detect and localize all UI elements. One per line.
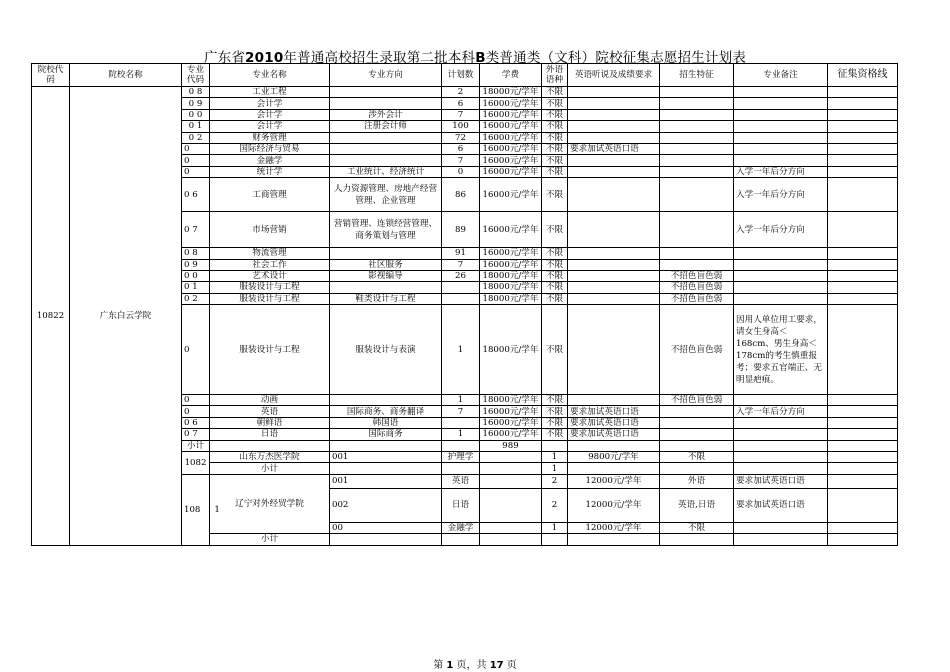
table-cell: 18000元/学年 <box>480 87 542 98</box>
table-cell: 16000元/学年 <box>480 259 542 270</box>
table-cell: 不限 <box>542 282 568 293</box>
table-cell <box>660 98 734 109</box>
table-cell: 涉外会计 <box>330 109 442 120</box>
table-cell: 16000元/学年 <box>480 178 542 212</box>
table-cell <box>660 87 734 98</box>
header-english-req: 英语听说及成绩要求 <box>568 64 660 87</box>
school-code: 1082 <box>182 452 210 475</box>
table-cell: 物流管理 <box>210 248 330 259</box>
table-cell <box>330 534 442 545</box>
table-cell: 社区服务 <box>330 259 442 270</box>
table-cell: 12000元/学年 <box>568 522 660 533</box>
page-total: 17 <box>489 660 504 671</box>
table-cell <box>330 440 442 451</box>
table-cell <box>660 109 734 120</box>
table-cell <box>734 270 828 281</box>
table-cell: 16000元/学年 <box>480 429 542 440</box>
header-major-code: 专业代码 <box>182 64 210 87</box>
page-number: 1 <box>446 660 454 671</box>
table-row <box>32 87 898 98</box>
table-cell <box>442 463 480 474</box>
table-cell <box>828 474 898 488</box>
table-cell <box>828 248 898 259</box>
table-cell: 不限 <box>542 109 568 120</box>
table-cell <box>734 463 828 474</box>
table-cell <box>568 534 660 545</box>
table-cell <box>828 463 898 474</box>
table-cell <box>660 121 734 132</box>
table-cell <box>734 282 828 293</box>
table-cell: 18000元/学年 <box>480 270 542 281</box>
table-cell <box>828 429 898 440</box>
table-cell <box>660 143 734 154</box>
table-cell <box>660 166 734 177</box>
table-cell <box>660 429 734 440</box>
table-cell: 不招色盲色弱 <box>660 293 734 304</box>
table-cell: 不限 <box>542 87 568 98</box>
table-cell <box>480 534 542 545</box>
table-cell <box>480 463 542 474</box>
table-cell <box>660 178 734 212</box>
table-cell: 社会工作 <box>210 259 330 270</box>
header-major-name: 专业名称 <box>210 64 330 87</box>
table-cell <box>330 98 442 109</box>
table-cell: 0 8 <box>182 248 210 259</box>
table-cell <box>828 282 898 293</box>
table-cell: 英语 <box>210 406 330 417</box>
table-cell <box>828 270 898 281</box>
table-cell <box>734 98 828 109</box>
table-cell <box>660 132 734 143</box>
table-cell <box>330 132 442 143</box>
table-cell: 要求加试英语口语 <box>568 143 660 154</box>
table-cell: 要求加试英语口语 <box>568 417 660 428</box>
table-cell: 不限 <box>542 212 568 248</box>
table-cell: 16000元/学年 <box>480 109 542 120</box>
table-cell: 会计学 <box>210 98 330 109</box>
table-cell: 16000元/学年 <box>480 417 542 428</box>
table-cell: 入学一年后分方向 <box>734 178 828 212</box>
table-cell: 0 <box>182 143 210 154</box>
table-cell <box>568 98 660 109</box>
table-cell <box>330 248 442 259</box>
table-cell: 0 7 <box>182 212 210 248</box>
table-cell: 002 <box>330 488 442 522</box>
table-cell <box>568 395 660 406</box>
table-cell <box>828 305 898 395</box>
table-cell: 12000元/学年 <box>568 488 660 522</box>
table-cell <box>734 395 828 406</box>
table-cell <box>828 121 898 132</box>
table-cell <box>734 534 828 545</box>
school-code: 108 1 <box>182 474 210 545</box>
table-cell: 0 <box>442 166 480 177</box>
table-cell <box>734 417 828 428</box>
table-cell: 工业工程 <box>210 87 330 98</box>
table-cell <box>660 440 734 451</box>
table-cell: 影视编导 <box>330 270 442 281</box>
table-cell: 不限 <box>542 270 568 281</box>
table-cell <box>568 178 660 212</box>
table-cell <box>442 440 480 451</box>
header-note: 专业备注 <box>734 64 828 87</box>
title-text: 类普通类（文科）院校征集志愿招生计划表 <box>485 50 747 66</box>
table-cell <box>660 155 734 166</box>
table-cell: 国际经济与贸易 <box>210 143 330 154</box>
table-cell: 0 7 <box>182 429 210 440</box>
table-cell: 护理学 <box>442 452 480 463</box>
table-cell <box>734 155 828 166</box>
table-cell: 0 2 <box>182 132 210 143</box>
table-cell <box>734 87 828 98</box>
table-cell: 日语 <box>442 488 480 522</box>
table-cell: 0 1 <box>182 282 210 293</box>
table-cell: 服装设计与表演 <box>330 305 442 395</box>
table-cell <box>330 282 442 293</box>
table-cell: 00 <box>330 522 442 533</box>
table-cell: 要求加试英语口语 <box>734 488 828 522</box>
table-cell <box>734 248 828 259</box>
table-cell <box>542 534 568 545</box>
table-cell <box>734 293 828 304</box>
table-cell: 18000元/学年 <box>480 305 542 395</box>
table-cell: 要求加试英语口语 <box>568 406 660 417</box>
table-cell: 人力资源管理、房地产经营管理、企业管理 <box>330 178 442 212</box>
table-cell <box>828 406 898 417</box>
table-cell: 不限 <box>542 166 568 177</box>
table-cell: 要求加试英语口语 <box>568 429 660 440</box>
table-cell: 金融学 <box>442 522 480 533</box>
table-cell: 6 <box>442 98 480 109</box>
table-cell <box>660 259 734 270</box>
table-cell <box>330 143 442 154</box>
table-cell <box>568 305 660 395</box>
table-cell: 韩国语 <box>330 417 442 428</box>
title-category: B <box>475 50 486 66</box>
table-cell <box>828 87 898 98</box>
table-cell <box>828 143 898 154</box>
table-cell: 16000元/学年 <box>480 212 542 248</box>
table-cell <box>660 417 734 428</box>
table-cell: 市场营销 <box>210 212 330 248</box>
title-text: 广东省 <box>203 50 246 66</box>
table-cell: 不限 <box>542 417 568 428</box>
table-cell: 不招色盲色弱 <box>660 305 734 395</box>
table-cell <box>828 440 898 451</box>
table-cell: 0 6 <box>182 178 210 212</box>
table-cell: 鞋类设计与工程 <box>330 293 442 304</box>
table-cell: 1 <box>442 305 480 395</box>
table-cell: 0 6 <box>182 417 210 428</box>
table-cell: 001 <box>330 474 442 488</box>
school-name: 山东万杰医学院 <box>210 452 330 463</box>
table-cell: 不限 <box>542 121 568 132</box>
table-cell: 不限 <box>542 248 568 259</box>
table-cell: 7 <box>442 259 480 270</box>
table-cell: 1 <box>442 395 480 406</box>
table-cell: 因用人单位用工要求，请女生身高＜168cm、男生身高＜178cm的考生慎重报考；要求五官端正、无明显疤痕。 <box>734 305 828 395</box>
table-cell: 0 <box>182 395 210 406</box>
table-cell <box>828 98 898 109</box>
table-cell: 16000元/学年 <box>480 155 542 166</box>
table-cell: 会计学 <box>210 109 330 120</box>
table-cell: 2 <box>542 488 568 522</box>
table-cell: 入学一年后分方向 <box>734 166 828 177</box>
subtotal-label: 小计 <box>210 463 330 474</box>
table-cell <box>828 488 898 522</box>
table-cell: 0 2 <box>182 293 210 304</box>
table-cell <box>828 166 898 177</box>
table-cell: 91 <box>442 248 480 259</box>
table-cell: 国际商务 <box>330 429 442 440</box>
table-cell <box>210 440 330 451</box>
table-cell: 工商管理 <box>210 178 330 212</box>
table-cell: 72 <box>442 132 480 143</box>
table-cell <box>330 463 442 474</box>
table-cell: 0 0 <box>182 109 210 120</box>
table-cell: 7 <box>442 109 480 120</box>
table-cell <box>568 121 660 132</box>
table-cell: 0 <box>182 406 210 417</box>
header-school-name: 院校名称 <box>70 64 182 87</box>
table-cell: 16000元/学年 <box>480 248 542 259</box>
table-cell: 财务管理 <box>210 132 330 143</box>
table-cell <box>734 429 828 440</box>
table-cell <box>480 474 542 488</box>
table-cell <box>442 282 480 293</box>
table-cell <box>480 522 542 533</box>
table-cell <box>442 417 480 428</box>
title-year: 2010 <box>245 50 284 66</box>
table-cell: 6 <box>442 143 480 154</box>
table-cell <box>828 395 898 406</box>
table-cell: 国际商务、商务翻译 <box>330 406 442 417</box>
table-cell: 16000元/学年 <box>480 143 542 154</box>
subtotal-value: 1 <box>542 463 568 474</box>
table-cell <box>734 259 828 270</box>
subtotal-label: 小计 <box>182 440 210 451</box>
table-cell: 入学一年后分方向 <box>734 406 828 417</box>
table-cell: 英语,日语 <box>660 488 734 522</box>
table-cell: 注册会计师 <box>330 121 442 132</box>
table-cell <box>828 534 898 545</box>
table-cell: 要求加试英语口语 <box>734 474 828 488</box>
table-cell: 不限 <box>660 452 734 463</box>
table-cell <box>828 452 898 463</box>
table-cell <box>568 248 660 259</box>
table-cell <box>660 534 734 545</box>
table-cell: 0 0 <box>182 270 210 281</box>
table-cell <box>568 212 660 248</box>
header-plan: 计划数 <box>442 64 480 87</box>
table-cell: 艺术设计 <box>210 270 330 281</box>
table-cell: 100 <box>442 121 480 132</box>
table-cell: 服装设计与工程 <box>210 282 330 293</box>
table-cell: 0 <box>182 155 210 166</box>
table-cell: 001 <box>330 452 442 463</box>
table-cell: 2 <box>542 474 568 488</box>
table-cell: 统计学 <box>210 166 330 177</box>
table-cell: 16000元/学年 <box>480 98 542 109</box>
table-cell: 外语 <box>660 474 734 488</box>
table-cell: 不限 <box>542 395 568 406</box>
table-cell: 0 1 <box>182 121 210 132</box>
table-cell <box>542 440 568 451</box>
table-cell: 7 <box>442 155 480 166</box>
table-cell <box>660 212 734 248</box>
page-footer: 第 1 页，共 17 页 <box>433 660 517 671</box>
table-cell: 不限 <box>542 429 568 440</box>
table-cell <box>660 406 734 417</box>
table-cell <box>734 109 828 120</box>
header-school-code: 院校代码 <box>32 64 70 87</box>
table-cell <box>568 259 660 270</box>
table-cell: 英语 <box>442 474 480 488</box>
table-cell <box>330 87 442 98</box>
table-cell: 16000元/学年 <box>480 132 542 143</box>
table-cell: 日语 <box>210 429 330 440</box>
admission-plan-table <box>31 63 898 546</box>
table-cell <box>660 463 734 474</box>
table-cell: 86 <box>442 178 480 212</box>
table-cell: 工业统计、经济统计 <box>330 166 442 177</box>
table-cell <box>568 270 660 281</box>
table-cell <box>828 259 898 270</box>
table-cell: 1 <box>542 452 568 463</box>
header-feature: 招生特征 <box>660 64 734 87</box>
table-cell <box>330 155 442 166</box>
table-cell: 不招色盲色弱 <box>660 270 734 281</box>
table-cell: 0 9 <box>182 98 210 109</box>
table-cell <box>828 417 898 428</box>
header-qualify-line: 征集资格线 <box>828 64 898 87</box>
table-cell <box>568 132 660 143</box>
subtotal-value: 989 <box>480 440 542 451</box>
table-cell: 16000元/学年 <box>480 406 542 417</box>
table-cell <box>734 121 828 132</box>
subtotal-label: 小计 <box>210 534 330 545</box>
table-cell: 不限 <box>542 98 568 109</box>
table-cell: 不限 <box>542 305 568 395</box>
table-cell <box>568 166 660 177</box>
table-cell: 动画 <box>210 395 330 406</box>
header-fee: 学费 <box>480 64 542 87</box>
table-cell <box>828 178 898 212</box>
table-cell: 入学一年后分方向 <box>734 212 828 248</box>
school-name: 广东白云学院 <box>70 87 182 546</box>
table-cell: 服装设计与工程 <box>210 293 330 304</box>
table-cell: 1 <box>542 522 568 533</box>
table-cell <box>442 534 480 545</box>
table-cell <box>568 155 660 166</box>
table-cell <box>734 440 828 451</box>
table-cell <box>568 440 660 451</box>
table-cell: 会计学 <box>210 121 330 132</box>
table-cell <box>568 87 660 98</box>
table-cell: 不限 <box>542 132 568 143</box>
table-cell: 16000元/学年 <box>480 166 542 177</box>
table-cell: 18000元/学年 <box>480 395 542 406</box>
table-cell <box>568 109 660 120</box>
table-cell: 18000元/学年 <box>480 293 542 304</box>
table-cell: 0 <box>182 305 210 395</box>
table-cell <box>734 143 828 154</box>
header-row <box>32 64 898 87</box>
table-cell <box>568 282 660 293</box>
table-cell: 89 <box>442 212 480 248</box>
table-cell: 不限 <box>542 178 568 212</box>
school-name: 辽宁对外经贸学院 <box>210 474 330 533</box>
table-cell <box>568 293 660 304</box>
table-cell: 7 <box>442 406 480 417</box>
table-cell <box>734 452 828 463</box>
table-cell <box>660 248 734 259</box>
title-text: 年普通高校招生录取第二批本科 <box>283 50 476 66</box>
table-cell <box>480 452 542 463</box>
table-cell: 不限 <box>542 259 568 270</box>
header-language: 外语语种 <box>542 64 568 87</box>
table-cell: 16000元/学年 <box>480 121 542 132</box>
table-cell: 不限 <box>542 406 568 417</box>
table-cell: 不限 <box>542 143 568 154</box>
table-cell: 0 9 <box>182 259 210 270</box>
table-cell <box>330 395 442 406</box>
table-cell: 1 <box>442 429 480 440</box>
table-cell: 26 <box>442 270 480 281</box>
table-cell: 服装设计与工程 <box>210 305 330 395</box>
table-cell <box>734 522 828 533</box>
header-direction: 专业方向 <box>330 64 442 87</box>
table-cell <box>828 132 898 143</box>
table-cell: 12000元/学年 <box>568 474 660 488</box>
table-cell <box>828 155 898 166</box>
table-cell <box>442 293 480 304</box>
table-cell <box>734 132 828 143</box>
table-cell <box>480 488 542 522</box>
table-cell: 不限 <box>542 293 568 304</box>
table-cell: 不限 <box>660 522 734 533</box>
table-cell: 0 8 <box>182 87 210 98</box>
table-cell: 金融学 <box>210 155 330 166</box>
table-cell: 不招色盲色弱 <box>660 395 734 406</box>
table-cell: 0 <box>182 166 210 177</box>
table-cell <box>828 109 898 120</box>
table-cell: 9800元/学年 <box>568 452 660 463</box>
table-cell: 营销管理、连锁经营管理、商务策划与管理 <box>330 212 442 248</box>
table-cell: 18000元/学年 <box>480 282 542 293</box>
table-cell: 2 <box>442 87 480 98</box>
table-cell <box>568 463 660 474</box>
table-cell: 不限 <box>542 155 568 166</box>
school-code: 10822 <box>32 87 70 546</box>
table-cell <box>828 293 898 304</box>
table-cell <box>828 212 898 248</box>
table-cell: 朝鲜语 <box>210 417 330 428</box>
table-cell: 不招色盲色弱 <box>660 282 734 293</box>
table-cell <box>828 522 898 533</box>
